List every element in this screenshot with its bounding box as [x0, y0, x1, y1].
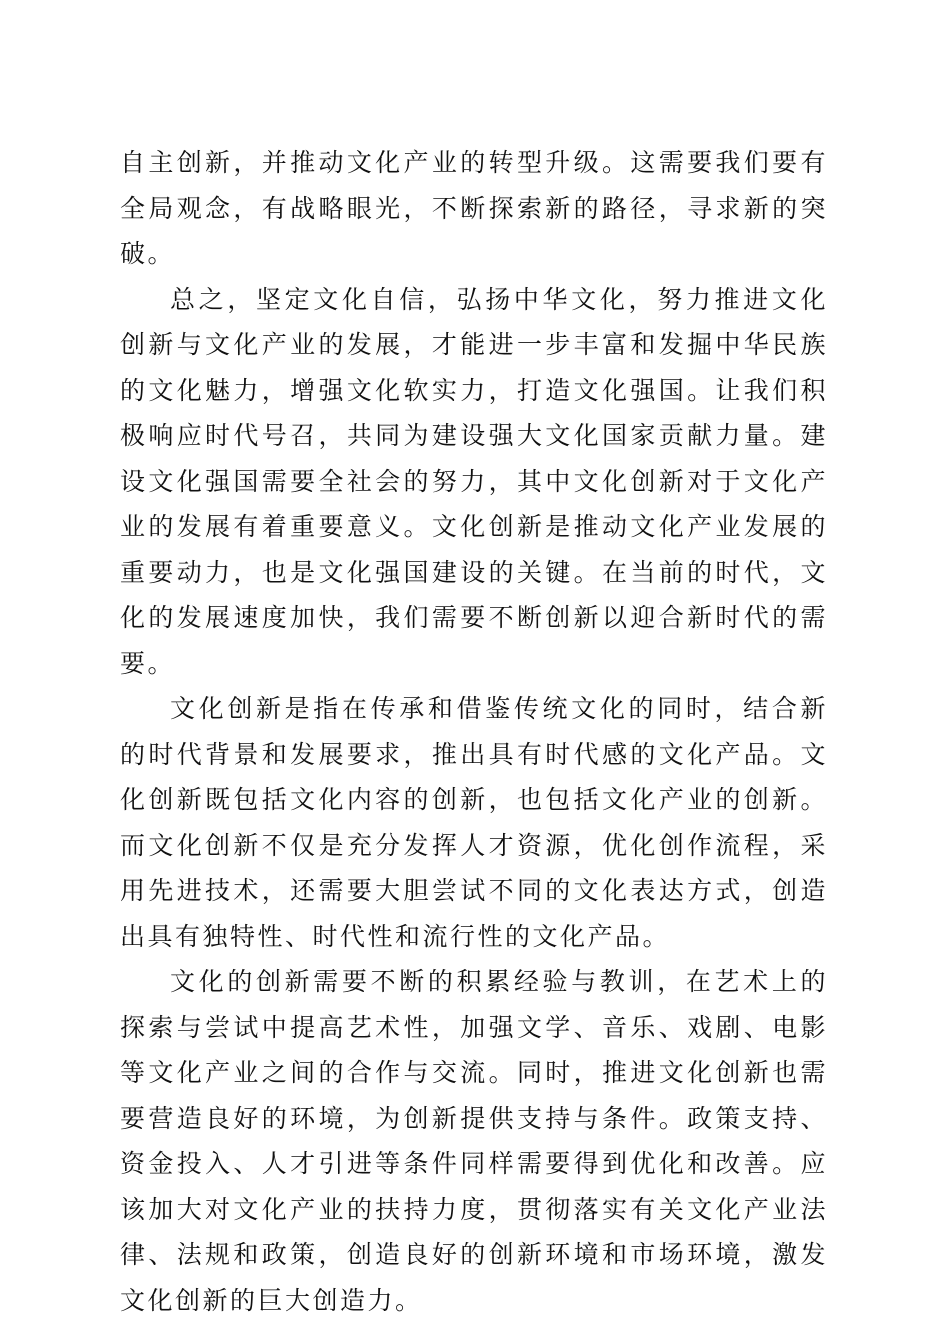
paragraph-conclusion: 总之，坚定文化自信，弘扬中华文化，努力推进文化创新与文化产业的发展，才能进一步丰富和发掘中华民族的文化魅力，增强文化软实力，打造文化强国。让我们积极响应时代号召，共同为建设强大文化国家贡献力量。建设文化强国需要全社会的努力，其中文化创新对于文化产业的发展有着重要意义。文化创新是推动文化产业发展的重要动力，也是文化强国建设的关键。在当前的时代，文化的发展速度加快，我们需要不断创新以迎合新时代的需要。 [120, 284, 828, 678]
paragraph-continuation: 自主创新，并推动文化产业的转型升级。这需要我们要有全局观念，有战略眼光，不断探索新的路径，寻求新的突破。 [120, 148, 828, 268]
paragraph-environment: 文化的创新需要不断的积累经验与教训，在艺术上的探索与尝试中提高艺术性，加强文学、音乐、戏剧、电影等文化产业之间的合作与交流。同时，推进文化创新也需要营造良好的环境，为创新提供支持与条件。政策支持、资金投入、人才引进等条件同样需要得到优化和改善。应该加大对文化产业的扶持力度，贯彻落实有关文化产业法律、法规和政策，创造良好的创新环境和市场环境，激发文化创新的巨大创造力。 [120, 967, 828, 1315]
document-body [120, 140, 828, 1323]
paragraph-definition: 文化创新是指在传承和借鉴传统文化的同时，结合新的时代背景和发展要求，推出具有时代感的文化产品。文化创新既包括文化内容的创新，也包括文化产业的创新。而文化创新不仅是充分发挥人才资源，优化创作流程，采用先进技术，还需要大胆尝试不同的文化表达方式，创造出具有独特性、时代性和流行性的文化产品。 [120, 694, 828, 951]
